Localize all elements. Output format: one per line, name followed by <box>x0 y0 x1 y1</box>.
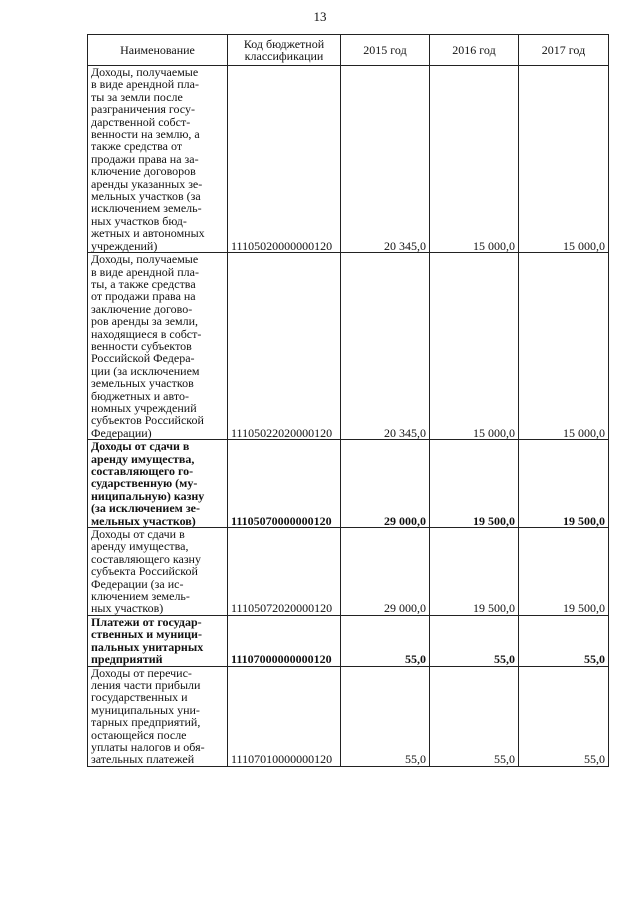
row-name-line: предприятий <box>91 652 163 667</box>
row-value-2016: 55,0 <box>430 615 519 666</box>
row-name-line: от продажи права на <box>91 289 196 304</box>
row-name-line: Платежи от государ- <box>91 614 202 629</box>
row-name <box>88 66 228 253</box>
header-2017: 2017 год <box>519 35 609 66</box>
row-name-line: зательных платежей <box>91 752 195 767</box>
row-name-line: также средства от <box>91 139 183 154</box>
row-value-2017: 15 000,0 <box>519 66 609 253</box>
table-row <box>88 528 609 616</box>
row-name-line: пальных унитарных <box>91 639 204 654</box>
row-name-line: земельных участков <box>91 376 194 391</box>
row-name-line: ных участков) <box>91 601 164 616</box>
row-name-line: Федерации) <box>91 425 152 440</box>
row-name-line: аренду имущества, <box>91 451 195 466</box>
row-name-line: ты за земли после <box>91 89 183 104</box>
row-value-2017: 15 000,0 <box>519 253 609 440</box>
row-name-line: аренды указанных зе- <box>91 176 203 191</box>
row-value-2017: 55,0 <box>519 615 609 666</box>
row-name <box>88 615 228 666</box>
row-value-2017: 19 500,0 <box>519 528 609 616</box>
row-code: 11105022020000120 <box>228 253 341 440</box>
row-value-2016: 19 500,0 <box>430 528 519 616</box>
row-name-line: заключение догово- <box>91 301 193 316</box>
table-header-row <box>88 35 609 66</box>
row-name-line: ты, а также средства <box>91 276 196 291</box>
row-code: 11105072020000120 <box>228 528 341 616</box>
row-value-2016: 15 000,0 <box>430 253 519 440</box>
row-name-line: ления части прибыли <box>91 677 201 692</box>
row-value-2017: 55,0 <box>519 666 609 766</box>
row-value-2015: 29 000,0 <box>341 528 430 616</box>
header-code <box>228 35 341 66</box>
table-row <box>88 615 609 666</box>
row-name-line: Доходы от сдачи в <box>91 439 190 454</box>
row-name-line: исключением земель- <box>91 201 202 216</box>
row-name-line: тарных предприятий, <box>91 715 201 730</box>
header-code-line: Код бюджетной <box>243 36 325 51</box>
row-name-line: ключением земель- <box>91 589 190 604</box>
row-value-2015: 55,0 <box>341 615 430 666</box>
budget-revenue-table <box>87 34 609 767</box>
row-name-line: венности субъектов <box>91 338 192 353</box>
table-row <box>88 440 609 528</box>
row-name-line: государственных и <box>91 690 188 705</box>
row-value-2015: 55,0 <box>341 666 430 766</box>
row-name-line: составляющего казну <box>91 551 201 566</box>
row-value-2015: 20 345,0 <box>341 66 430 253</box>
row-name-line: остающейся после <box>91 727 187 742</box>
row-name-line: дарственной собст- <box>91 114 191 129</box>
row-name-line: ключение договоров <box>91 164 196 179</box>
row-name-line: ров аренды за земли, <box>91 314 199 329</box>
row-name-line: Доходы от перечис- <box>91 665 192 680</box>
row-code: 11107010000000120 <box>228 666 341 766</box>
row-name-line: в виде арендной пла- <box>91 77 199 92</box>
row-name-line: (за исключением зе- <box>91 501 200 516</box>
table-row <box>88 666 609 766</box>
row-name-line: жетных и автономных <box>91 226 205 241</box>
row-name-line: мельных участков (за <box>91 189 201 204</box>
row-name-line: ниципальную) казну <box>91 488 205 503</box>
row-name-line: Доходы, получаемые <box>91 65 199 79</box>
row-name-line: сударственную (му- <box>91 476 198 491</box>
row-name-line: учреждений) <box>91 238 158 253</box>
row-name-line: мельных участков) <box>91 513 196 528</box>
row-name-line: Российской Федера- <box>91 351 195 366</box>
row-value-2016: 15 000,0 <box>430 66 519 253</box>
row-code: 11105070000000120 <box>228 440 341 528</box>
row-name-line: разграничения госу- <box>91 102 195 117</box>
row-name-line: Федерации (за ис- <box>91 576 184 591</box>
row-value-2015: 29 000,0 <box>341 440 430 528</box>
row-name-line: Доходы, получаемые <box>91 252 199 267</box>
header-code-line: классификации <box>244 49 324 63</box>
row-name-line: продажи права на за- <box>91 151 199 166</box>
row-name-line: номных учреждений <box>91 400 197 415</box>
row-name-line: в виде арендной пла- <box>91 264 199 279</box>
row-name-line: составляющего го- <box>91 464 194 478</box>
row-name-line: находящиеся в собст- <box>91 326 202 341</box>
row-code: 11105020000000120 <box>228 66 341 253</box>
header-2015: 2015 год <box>341 35 430 66</box>
row-name <box>88 440 228 528</box>
row-name <box>88 666 228 766</box>
row-name-line: муниципальных уни- <box>91 702 200 717</box>
row-name-line: субъектов Российской <box>91 413 204 428</box>
row-name-line: ственных и муници- <box>91 627 202 642</box>
row-name-line: венности на землю, а <box>91 127 200 142</box>
row-name-line: Доходы от сдачи в <box>91 527 185 542</box>
row-value-2017: 19 500,0 <box>519 440 609 528</box>
table-row <box>88 253 609 440</box>
row-name-line: ных участков бюд- <box>91 213 187 228</box>
row-name <box>88 528 228 616</box>
header-2016: 2016 год <box>430 35 519 66</box>
row-value-2016: 19 500,0 <box>430 440 519 528</box>
page-number: 13 <box>313 9 327 24</box>
row-value-2015: 20 345,0 <box>341 253 430 440</box>
row-name-line: субъекта Российской <box>91 564 198 579</box>
row-code: 11107000000000120 <box>228 615 341 666</box>
header-name: Наименование <box>88 35 228 66</box>
row-name-line: аренду имущества, <box>91 539 189 554</box>
row-name-line: бюджетных и авто- <box>91 388 189 403</box>
table-row <box>88 66 609 253</box>
row-name-line: ции (за исключением <box>91 363 200 378</box>
row-name <box>88 253 228 440</box>
row-value-2016: 55,0 <box>430 666 519 766</box>
row-name-line: уплаты налогов и обя- <box>91 739 205 754</box>
